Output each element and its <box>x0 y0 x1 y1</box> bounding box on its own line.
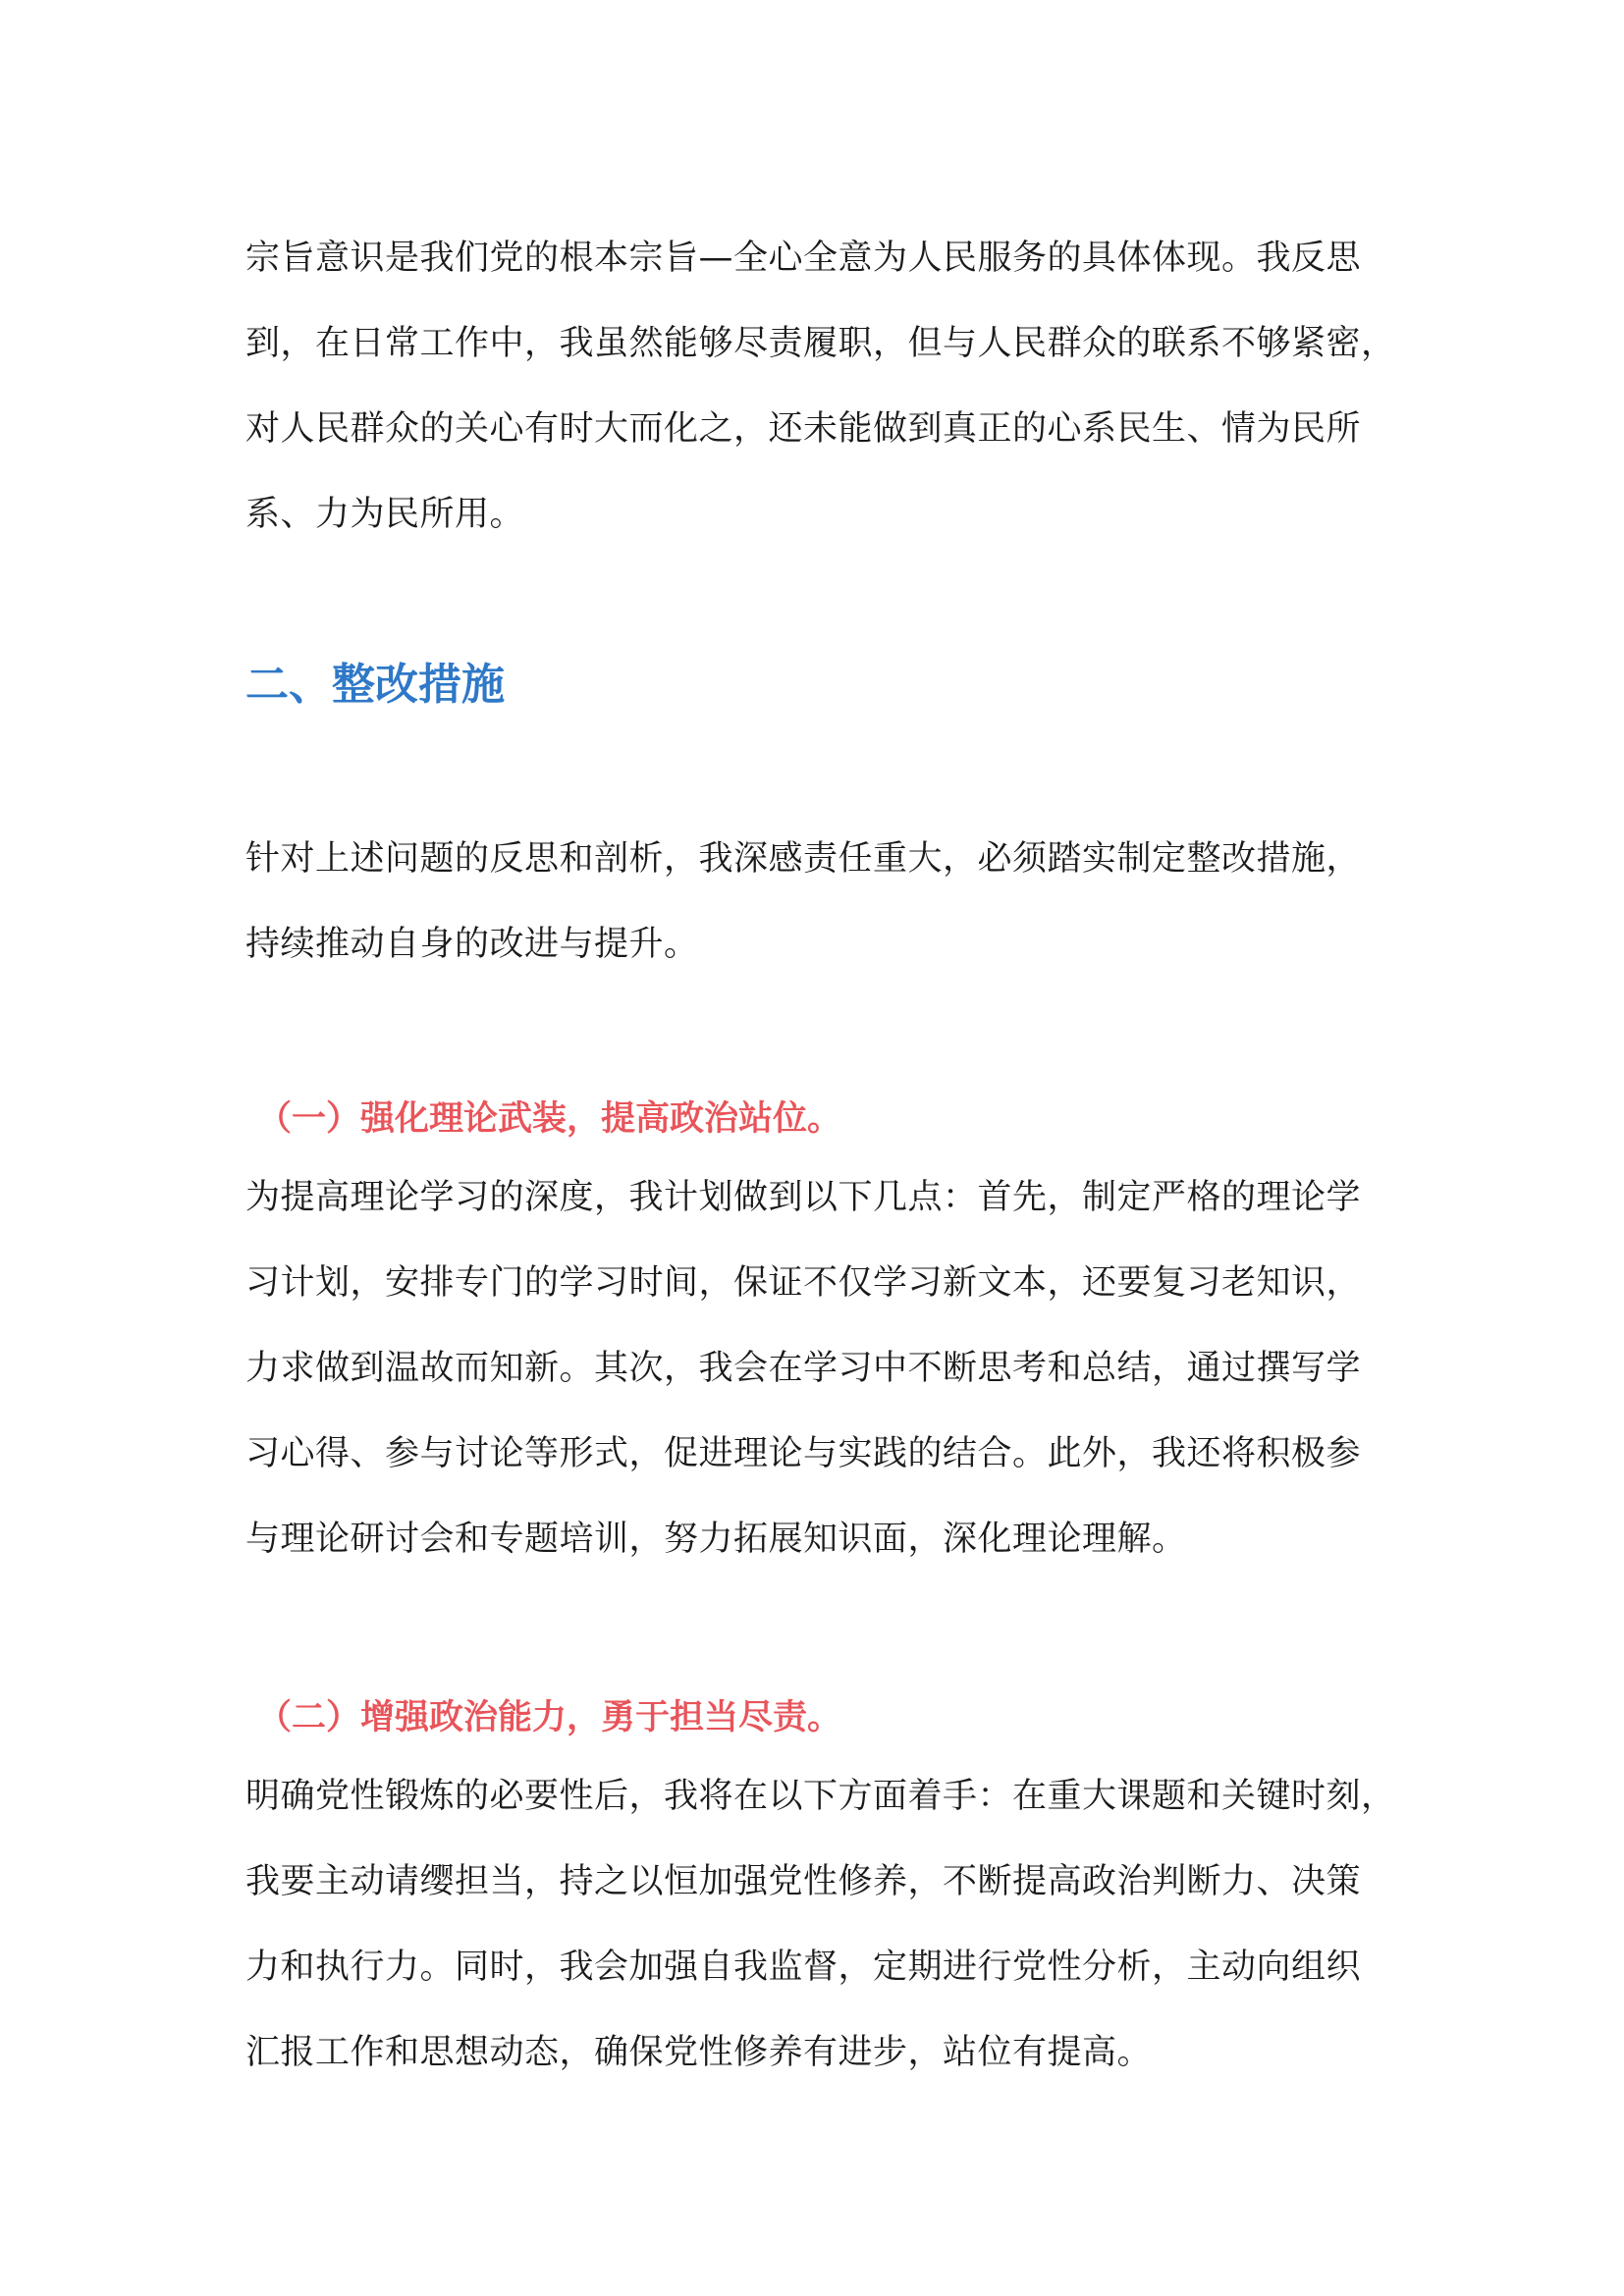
paragraph-line: 与理论研讨会和专题培训，努力拓展知识面，深化理论理解。 <box>245 1520 1187 1559</box>
sub2-paragraph <box>245 1754 1414 2096</box>
sub1-paragraph <box>245 1155 1414 1582</box>
paragraph-line: 到，在日常工作中，我虽然能够尽责履职，但与人民群众的联系不够紧密， <box>245 324 1396 363</box>
section-heading: 二、整改措施 <box>245 660 505 710</box>
paragraph-line: 明确党性锻炼的必要性后，我将在以下方面着手：在重大课题和关键时刻， <box>245 1777 1396 1816</box>
paragraph-line: 汇报工作和思想动态，确保党性修养有进步，站位有提高。 <box>245 2033 1153 2072</box>
intro-paragraph <box>245 216 1414 558</box>
paragraph-line: 力和执行力。同时，我会加强自我监督，定期进行党性分析，主动向组织 <box>245 1948 1362 1987</box>
subheading-1: （一）强化理论武装，提高政治站位。 <box>257 1099 842 1139</box>
paragraph-line: 力求做到温故而知新。其次，我会在学习中不断思考和总结，通过撰写学 <box>245 1349 1362 1388</box>
paragraph-line: 我要主动请缨担当，持之以恒加强党性修养，不断提高政治判断力、决策 <box>245 1862 1362 1901</box>
measures-intro-paragraph <box>245 817 1414 988</box>
paragraph-line: 对人民群众的关心有时大而化之，还未能做到真正的心系民生、情为民所 <box>245 409 1362 449</box>
paragraph-line: 针对上述问题的反思和剖析，我深感责任重大，必须踏实制定整改措施， <box>245 839 1362 879</box>
paragraph-line: 习计划，安排专门的学习时间，保证不仅学习新文本，还要复习老知识， <box>245 1263 1362 1303</box>
paragraph-line: 宗旨意识是我们党的根本宗旨—全心全意为人民服务的具体体现。我反思 <box>245 239 1362 278</box>
paragraph-line: 习心得、参与讨论等形式，促进理论与实践的结合。此外，我还将积极参 <box>245 1434 1362 1473</box>
subheading-2: （二）增强政治能力，勇于担当尽责。 <box>257 1698 842 1737</box>
paragraph-line: 系、力为民所用。 <box>245 495 525 534</box>
paragraph-line: 持续推动自身的改进与提升。 <box>245 925 699 964</box>
paragraph-line: 为提高理论学习的深度，我计划做到以下几点：首先，制定严格的理论学 <box>245 1178 1362 1217</box>
